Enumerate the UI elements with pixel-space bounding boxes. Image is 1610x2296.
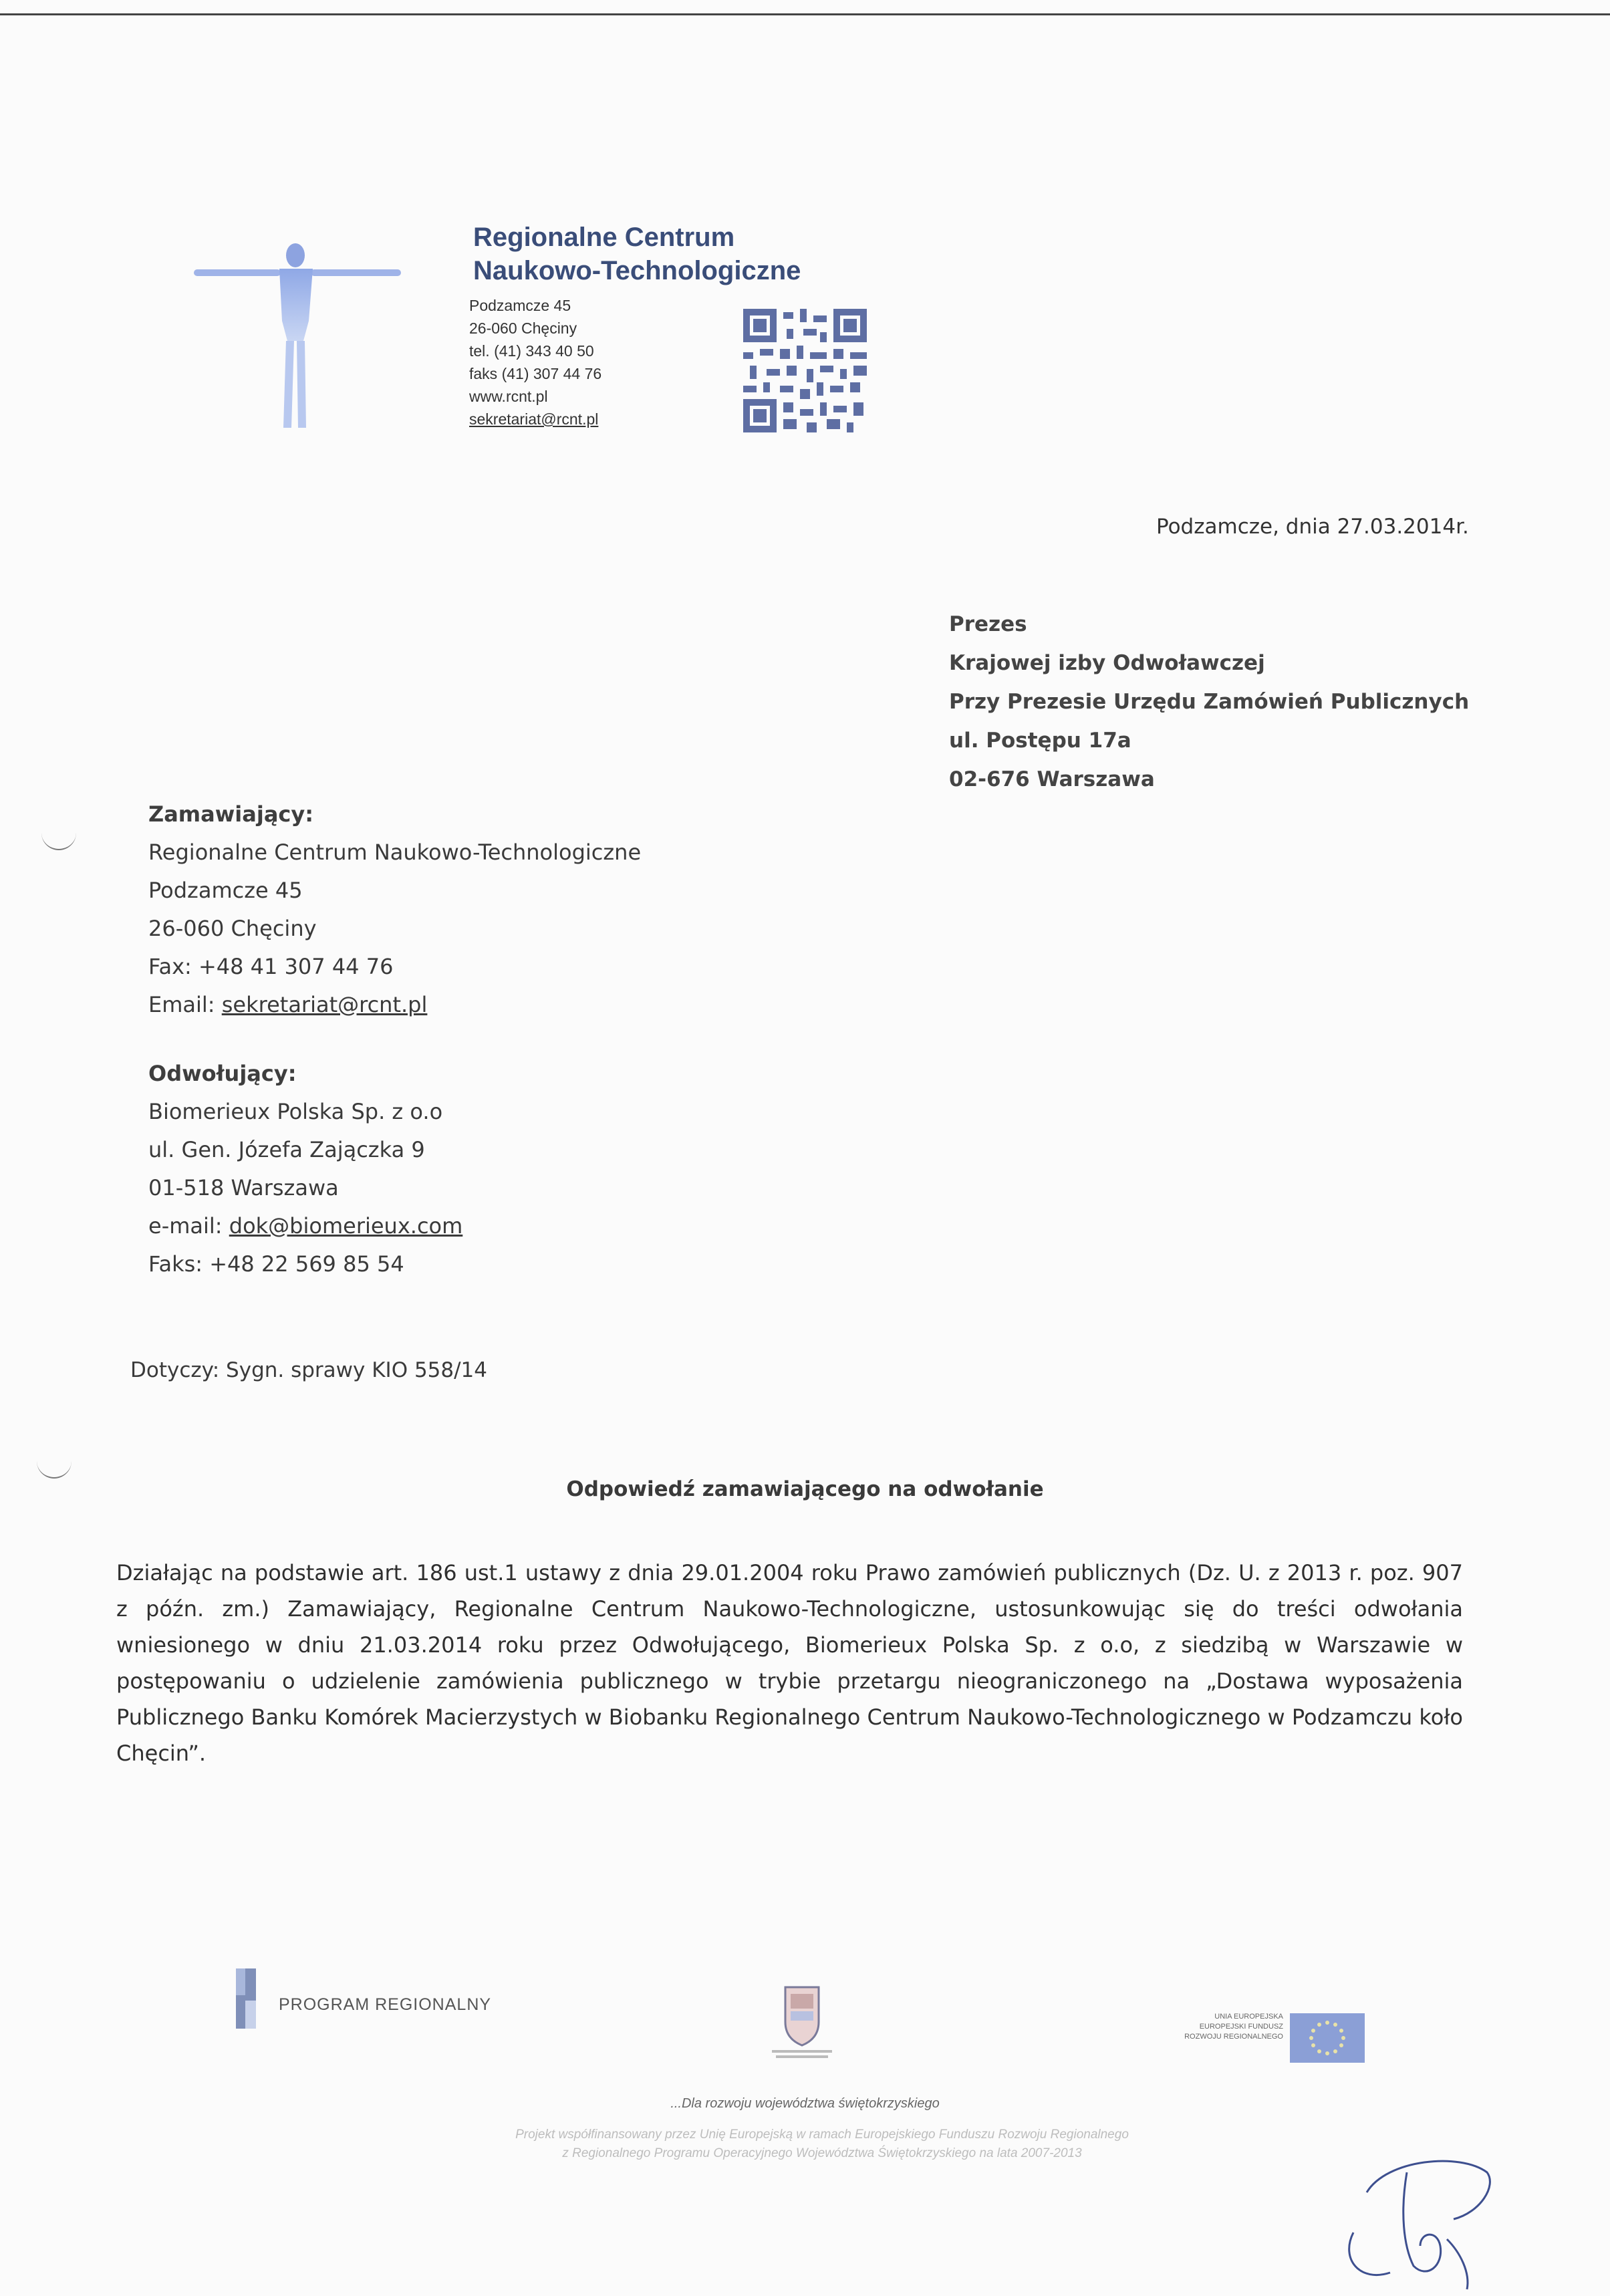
wojewodztwo-swietokrzyskie-crest-icon	[759, 1982, 845, 2062]
footer-slogan: ...Dla rozwoju województwa świętokrzyskiego	[670, 2096, 940, 2111]
program-regionalny-label: PROGRAM REGIONALNY	[279, 1995, 492, 2014]
eu-label	[1069, 2012, 1283, 2042]
zamawiajacy-fax: Fax: +48 41 307 44 76	[148, 954, 394, 979]
org-name	[473, 221, 801, 287]
eu-flag-icon	[1290, 2013, 1365, 2063]
recipient-line: Prezes	[949, 612, 1027, 636]
odwolujacy-block	[148, 1055, 462, 1283]
org-address-street: Podzamcze 45	[469, 297, 571, 314]
qr-code-icon	[743, 309, 867, 432]
eu-label-line: EUROPEJSKI FUNDUSZ	[1199, 2023, 1283, 2031]
org-phone: tel. (41) 343 40 50	[469, 342, 594, 360]
recipient-line: Przy Prezesie Urzędu Zamówień Publicznych	[949, 690, 1470, 714]
recipient-line: 02-676 Warszawa	[949, 767, 1155, 791]
zamawiajacy-email-link[interactable]: sekretariat@rcnt.pl	[221, 992, 428, 1017]
odwolujacy-heading: Odwołujący:	[148, 1061, 297, 1086]
document-heading: Odpowiedź zamawiającego na odwołanie	[566, 1477, 1044, 1501]
org-email[interactable]: sekretariat@rcnt.pl	[469, 410, 599, 428]
zamawiajacy-email-row	[148, 986, 641, 1024]
org-address	[469, 294, 601, 430]
footer-funding-note	[401, 2126, 1243, 2163]
zamawiajacy-name: Regionalne Centrum Naukowo-Technologiczne	[148, 840, 642, 865]
punch-hole-mark	[37, 1458, 72, 1479]
odwolujacy-email-label: e-mail:	[148, 1213, 229, 1239]
org-name-line1: Regionalne Centrum	[473, 223, 735, 252]
zamawiajacy-address-city: 26-060 Chęciny	[148, 916, 317, 941]
odwolujacy-address-city: 01-518 Warszawa	[148, 1175, 339, 1200]
odwolujacy-fax: Faks: +48 22 569 85 54	[148, 1251, 404, 1277]
recipient-line: Krajowej izby Odwoławczej	[949, 651, 1265, 675]
org-name-line2: Naukowo-Technologiczne	[473, 256, 801, 285]
top-border-line	[0, 13, 1610, 15]
org-website[interactable]: www.rcnt.pl	[469, 388, 548, 405]
zamawiajacy-heading: Zamawiający:	[148, 801, 314, 827]
human-figure-icon	[194, 241, 401, 434]
body-paragraph: Działając na podstawie art. 186 ust.1 ustawy z dnia 29.01.2004 roku Prawo zamówień publicznych (Dz. U. z 2013 r. poz. 907 z późn. zm.) Zamawiający, Regionalne Centrum Naukowo-Technologiczne, ustosunkowując się do treści odwołania wniesionego w dniu 21.03.2014 roku przez Odwołującego, Biomerieux Polska Sp. z o.o, z siedzibą w Warszawie w postępowaniu o udzielenie zamówienia publicznego w trybie przetargu nieograniczonego na „Dostawa wyposażenia Publicznego Banku Komórek Macierzystych w Biobanku Regionalnego Centrum Naukowo-Technologicznego w Podzamczu koło Chęcin”.	[116, 1560, 1463, 1766]
footer-funding-line: z Regionalnego Programu Operacyjnego Województwa Świętokrzyskiego na lata 2007-2013	[562, 2146, 1082, 2160]
eu-label-line: UNIA EUROPEJSKA	[1214, 2013, 1283, 2021]
case-reference: Dotyczy: Sygn. sprawy KIO 558/14	[130, 1358, 488, 1382]
odwolujacy-name: Biomerieux Polska Sp. z o.o	[148, 1099, 443, 1124]
odwolujacy-email-row	[148, 1207, 462, 1245]
zamawiajacy-block	[148, 795, 641, 1024]
footer-funding-line: Projekt współfinansowany przez Unię Europejską w ramach Europejskiego Funduszu Rozwoju Regionalnego	[515, 2128, 1129, 2142]
punch-hole-mark	[41, 830, 76, 850]
org-address-city: 26-060 Chęciny	[469, 320, 577, 337]
zamawiajacy-address-street: Podzamcze 45	[148, 878, 303, 903]
handwritten-signature-icon	[1327, 2112, 1500, 2293]
recipient-line: ul. Postępu 17a	[949, 729, 1131, 753]
eu-label-line: ROZWOJU REGIONALNEGO	[1184, 2033, 1283, 2041]
recipient-block	[949, 605, 1469, 799]
zamawiajacy-email-label: Email:	[148, 992, 222, 1017]
program-regionalny-logo-icon	[231, 1968, 261, 2029]
odwolujacy-address-street: ul. Gen. Józefa Zajączka 9	[148, 1137, 425, 1162]
odwolujacy-email-link[interactable]: dok@biomerieux.com	[229, 1213, 463, 1239]
org-fax: faks (41) 307 44 76	[469, 365, 602, 382]
date-line: Podzamcze, dnia 27.03.2014r.	[1156, 515, 1469, 539]
